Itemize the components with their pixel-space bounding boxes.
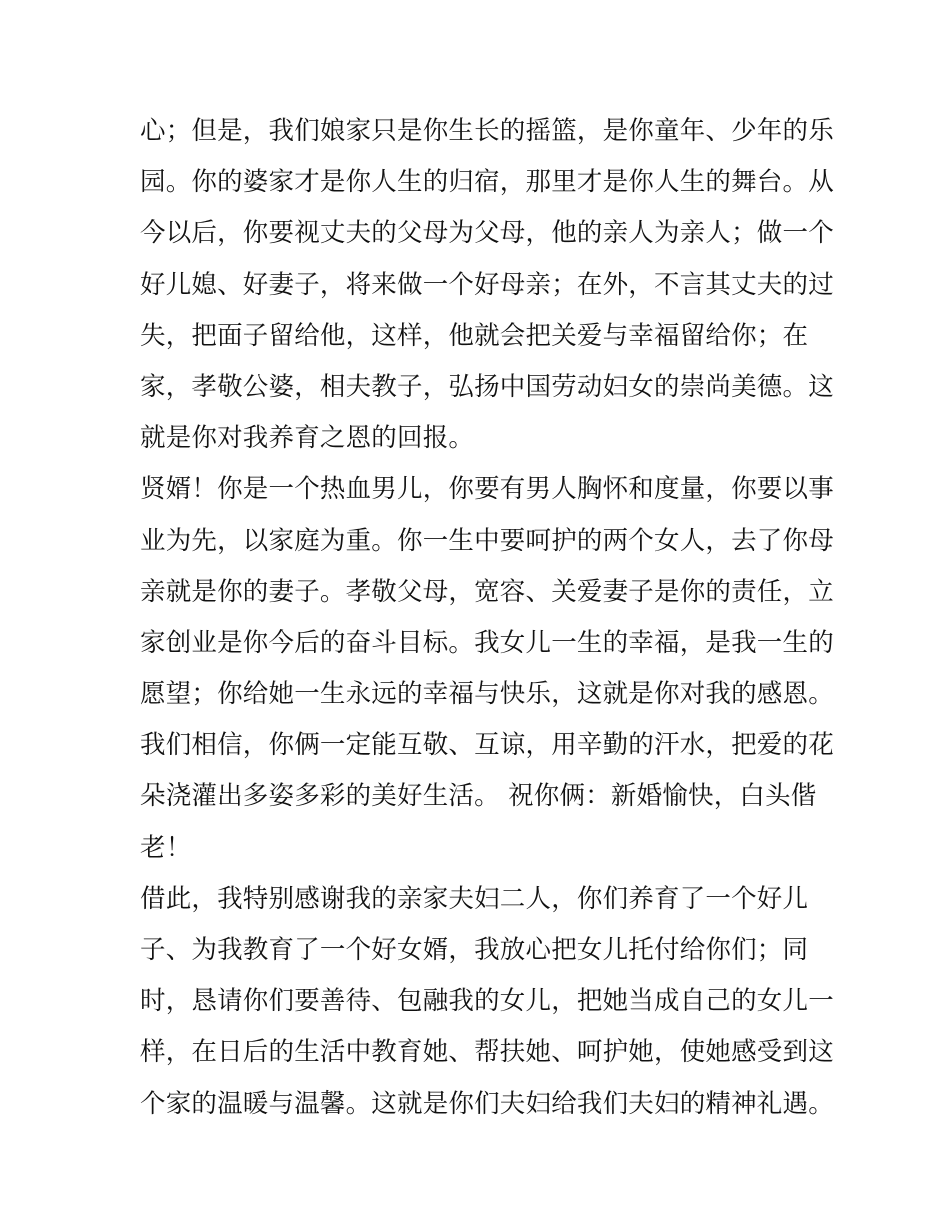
text-line: 时，恳请你们要善待、包融我的女儿，把她当成自己的女儿一 (140, 986, 834, 1017)
text-line: 愿望；你给她一生永远的幸福与快乐，这就是你对我的感恩。 (140, 679, 834, 710)
text-line: 好儿媳、好妻子，将来做一个好母亲；在外，不言其丈夫的过 (140, 269, 834, 300)
body-text (140, 106, 834, 1130)
text-line: 子、为我教育了一个好女婿，我放心把女儿托付给你们；同 (140, 935, 809, 965)
text-line: 今以后，你要视丈夫的父母为父母，他的亲人为亲人；做一个 (140, 218, 834, 249)
text-line: 样，在日后的生活中教育她、帮扶她、呵护她，使她感受到这 (140, 1037, 834, 1068)
text-line: 心；但是，我们娘家只是你生长的摇篮，是你童年、少年的乐 (140, 116, 834, 146)
text-line: 个家的温暖与温馨。这就是你们夫妇给我们夫妇的精神礼遇。 (140, 1088, 834, 1119)
text-line: 就是你对我养育之恩的回报。 (140, 423, 475, 454)
text-line: 失，把面子留给他，这样，他就会把关爱与幸福留给你；在 (140, 320, 809, 351)
text-line: 贤婿！你是一个热血男儿，你要有男人胸怀和度量，你要以事 (140, 474, 834, 505)
text-line: 我们相信，你俩一定能互敬、互谅，用辛勤的汗水，把爱的花 (140, 730, 834, 761)
text-line: 借此，我特别感谢我的亲家夫妇二人，你们养育了一个好儿 (140, 883, 809, 914)
text-line: 亲就是你的妻子。孝敬父母，宽容、关爱妻子是你的责任，立 (140, 576, 834, 607)
text-line: 家创业是你今后的奋斗目标。我女儿一生的幸福，是我一生的 (140, 627, 834, 658)
text-line: 业为先，以家庭为重。你一生中要呵护的两个女人，去了你母 (140, 525, 834, 556)
text-line: 老！ (140, 832, 192, 863)
text-line: 园。你的婆家才是你人生的归宿，那里才是你人生的舞台。从 (140, 167, 834, 198)
text-line: 家，孝敬公婆，相夫教子，弘扬中国劳动妇女的崇尚美德。这 (140, 371, 834, 402)
text-line: 朵浇灌出多姿多彩的美好生活。 祝你俩：新婚愉快，白头偕 (140, 781, 817, 812)
